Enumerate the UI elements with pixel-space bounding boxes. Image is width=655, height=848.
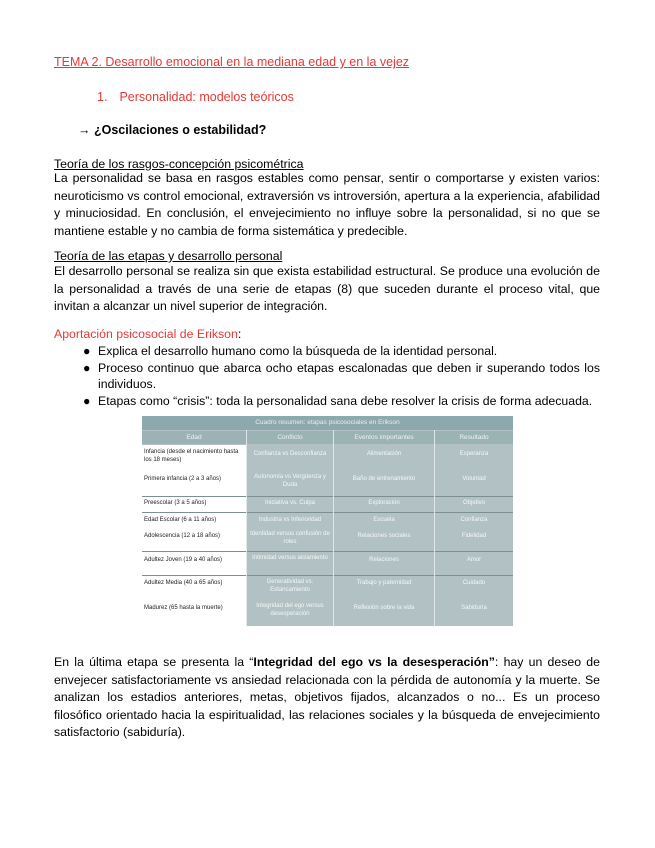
table-cell: Reflexión sobre la vida — [353, 605, 415, 611]
table-cell: Madurez (65 hasta la muerte) — [144, 605, 223, 611]
section-title: Personalidad: modelos teóricos — [119, 90, 294, 104]
paragraph-final: En la última etapa se presenta la “Integridad del ego vs la desesperación”: hay un deseo de envejecer satisfactoriamente vs ansiedad relacionada con la pérdida de autonomía y la muerte. Se analizan los estadios anteriores, metas, objetivos fijados, alcanzados o no... Es un proceso filosófico orientado hacia la espiritualidad, las relaciones sociales y la búsqueda de envejecimiento satisfactorio (sabiduría). — [54, 655, 600, 740]
table-divider — [333, 430, 334, 626]
list-item: ● Explica el desarrollo humano como la búsqueda de la identidad personal. — [83, 344, 498, 358]
erikson-colon: : — [237, 327, 242, 341]
table-cell: Industria vs Inferioridad — [258, 517, 322, 523]
table-cell: Escuela — [373, 517, 395, 523]
table-cell: Objetivo — [462, 500, 485, 506]
table-cell: Identidad versus confusión de roles — [250, 531, 330, 545]
table-cell: Primera infancia (2 a 3 años) — [144, 476, 222, 482]
table-cell: Generatividad vs. Estancamiento — [266, 579, 314, 593]
table-divider — [142, 512, 513, 513]
table-cell: Amor — [466, 557, 482, 563]
erikson-heading: Aportación psicosocial de Erikson — [54, 327, 238, 341]
table-divider — [142, 551, 513, 552]
document-title: TEMA 2. Desarrollo emocional en la mediana edad y en la vejez — [54, 55, 410, 69]
bullet-icon: ● — [83, 394, 91, 408]
arrow-icon: → — [78, 123, 91, 137]
table-header-cell: Edad — [142, 431, 246, 444]
table-cell: Edad Escolar (6 a 11 años) — [144, 517, 217, 523]
erikson-stages-table-image — [142, 416, 513, 626]
table-cell: Alimentación — [366, 451, 402, 457]
table-divider — [142, 496, 513, 497]
erikson-heading-line — [54, 327, 241, 341]
table-divider — [434, 430, 435, 626]
table-cell: Infancia (desde el nacimiento hasta los 18 meses) — [144, 449, 239, 463]
table-cell: Cuidado — [462, 580, 486, 586]
table-divider — [142, 575, 513, 576]
list-item: ● Etapas como “crisis”: toda la personalidad sana debe resolver la crisis de forma adecuada. — [83, 394, 593, 408]
section-heading — [97, 90, 294, 104]
table-cell: Exploración — [368, 500, 400, 506]
section-number: 1. — [97, 90, 108, 104]
list-item: ● Proceso continuo que abarca ocho etapas escalonadas que deben ir superando todos los individuos. — [83, 361, 600, 391]
table-header-cell: Conflicto — [247, 431, 333, 444]
table-header-cell: Eventos importantes — [334, 431, 434, 444]
table-cell: Esperanza — [459, 451, 489, 457]
table-cell: Adultez Joven (19 a 40 años) — [144, 557, 223, 563]
bullet-icon: ● — [83, 344, 91, 358]
question-line — [78, 123, 266, 137]
table-header-cell: Resultado — [435, 431, 513, 444]
table-cell: Fidelidad — [461, 533, 487, 539]
table-cell: Confianza vs Desconfianza — [253, 451, 327, 457]
bullet-icon: ● — [83, 361, 91, 375]
table-cell: Confianza — [460, 517, 488, 523]
table-cell: Sabiduría — [461, 605, 487, 611]
table-cell: Baño de entrenamiento — [352, 476, 416, 482]
heading-rasgos: Teoría de los rasgos-concepción psicométrica — [54, 157, 304, 171]
table-cell: Iniciativa vs. Culpa — [264, 500, 316, 506]
table-cell: Relaciones sociales — [357, 533, 411, 539]
table-cell: Adultez Media (40 a 65 años) — [144, 580, 223, 586]
erikson-bullet-list — [54, 343, 600, 410]
question-text: ¿Oscilaciones o estabilidad? — [93, 123, 267, 137]
heading-etapas: Teoría de las etapas y desarrollo personal — [54, 249, 283, 263]
table-cell: Preescolar (3 a 5 años) — [144, 500, 207, 506]
table-cell: Trabajo y paternidad — [356, 580, 412, 586]
table-cell: Relaciones — [369, 557, 399, 563]
table-cell: Autonomía vs Vergüenza y Duda — [254, 474, 326, 488]
table-cell: Voluntad — [462, 476, 486, 482]
table-caption: Cuadro resumen: etapas psicosociales en Erikson — [142, 416, 513, 430]
table-cell: Adolescencia (12 a 18 años) — [144, 533, 221, 539]
table-cell: Intimidad versus aislamiento — [252, 555, 328, 561]
table-cell: Integridad del ego versus desesperación — [256, 603, 324, 617]
final-bold-phrase: Integridad del ego vs la desesperación” — [253, 655, 495, 669]
table-divider — [246, 430, 247, 626]
paragraph-rasgos: La personalidad se basa en rasgos estables como pensar, sentir o comportarse y existen varios: neuroticismo vs control emocional, extraversión vs introversión, apertura a la experiencia, afabilidad y minuciosidad. En conclusión, el envejecimiento no influye sobre la personalidad, si no que se mantiene estable y no cambia de forma sistemática y predecible. — [54, 171, 600, 238]
paragraph-etapas: El desarrollo personal se realiza sin que exista estabilidad estructural. Se produce una evolución de la personalidad a través de una serie de etapas (8) que suceden durante el proceso vital, que invitan a alcanzar un nivel superior de integración. — [54, 264, 600, 314]
